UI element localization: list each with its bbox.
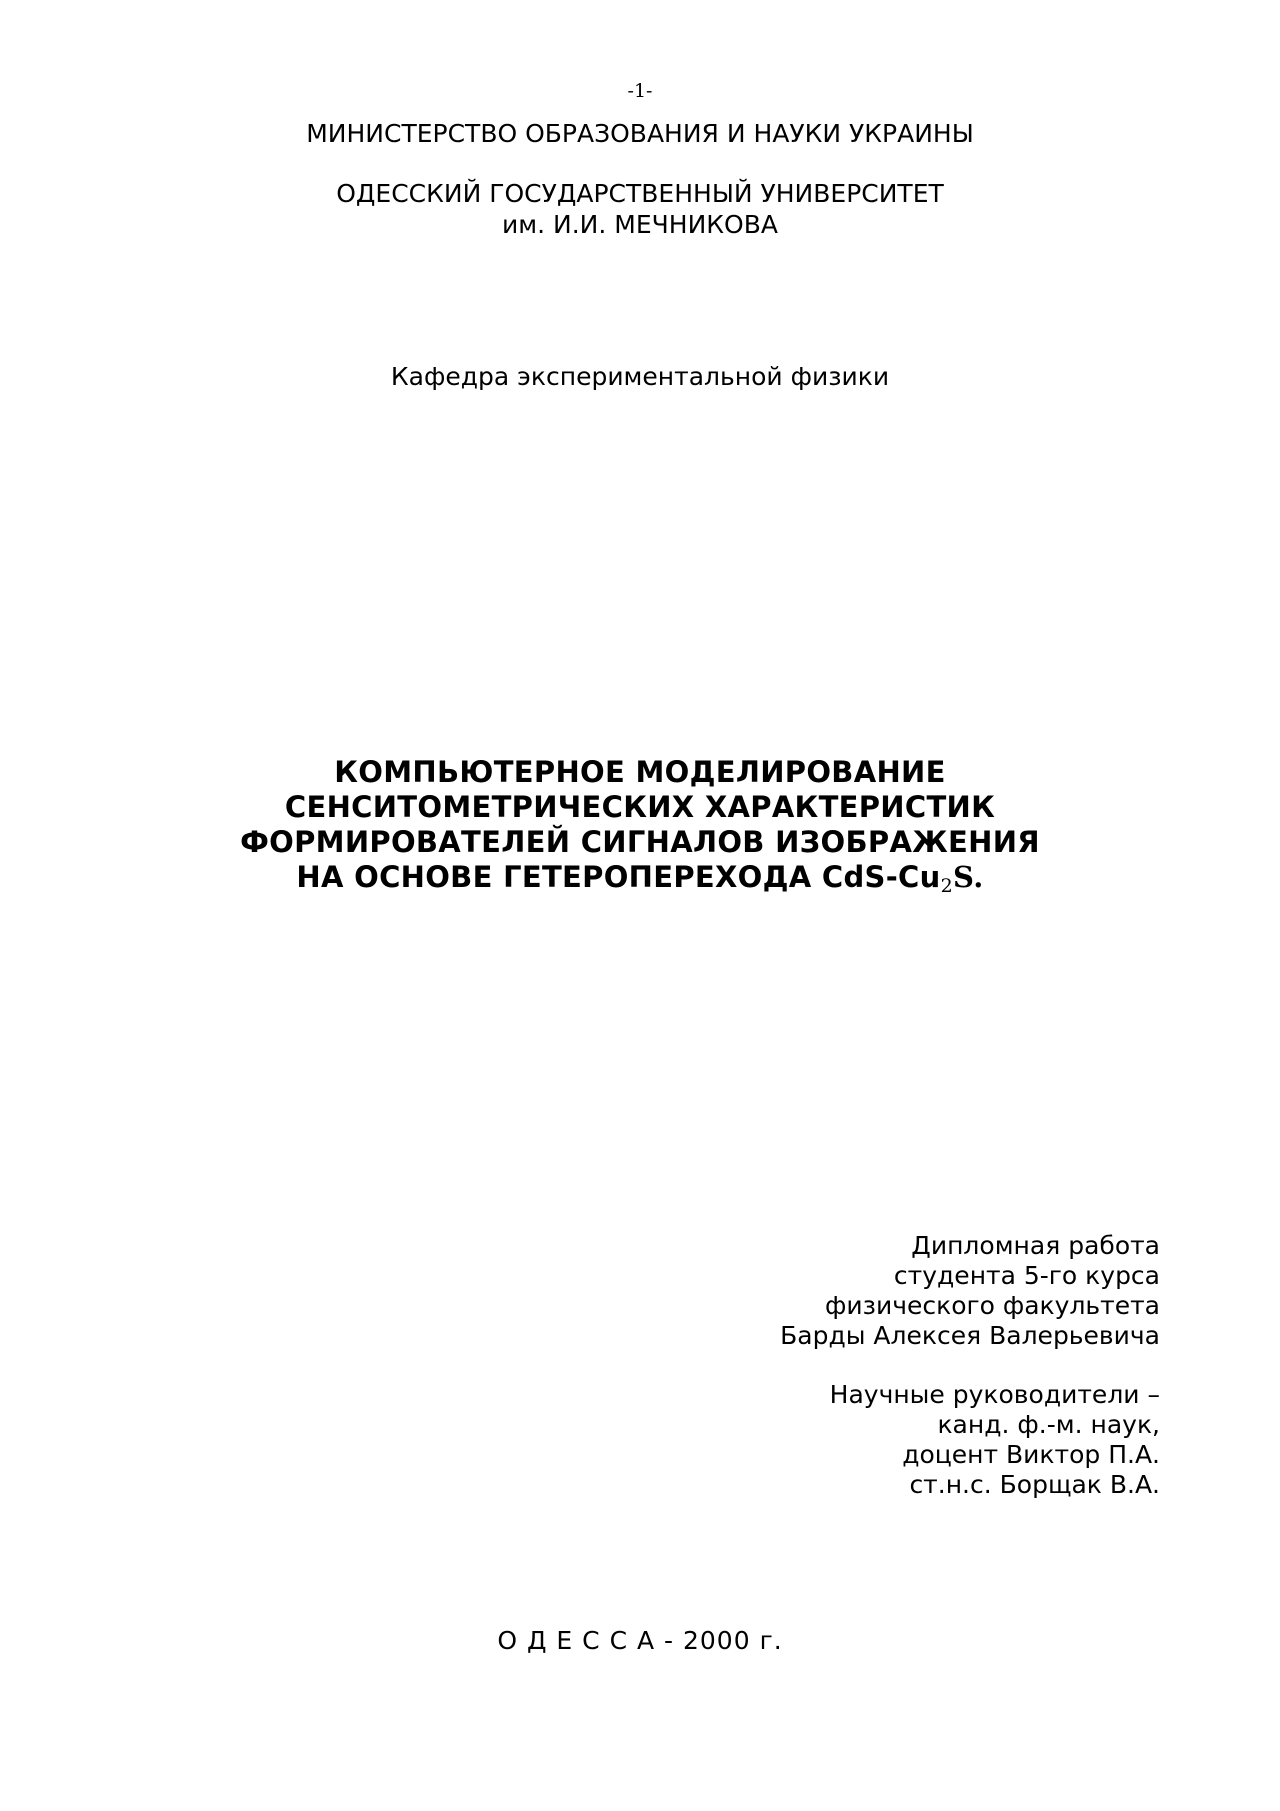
ministry-heading: МИНИСТЕРСТВО ОБРАЗОВАНИЯ И НАУКИ УКРАИНЫ bbox=[306, 119, 974, 148]
supervisor-1: доцент Виктор П.А. bbox=[902, 1440, 1160, 1469]
author-block bbox=[460, 1231, 1160, 1351]
title-subscript: 2 bbox=[940, 875, 953, 897]
university-name-honorific: им. И.И. МЕЧНИКОВА bbox=[502, 210, 778, 239]
student-course: студента 5-го курса bbox=[893, 1261, 1160, 1290]
title-line-4-main: НА ОСНОВЕ ГЕТЕРОПЕРЕХОДА CdS-Cu bbox=[296, 860, 941, 894]
supervisor-degree: канд. ф.-м. наук, bbox=[937, 1410, 1160, 1439]
supervisors-block bbox=[460, 1380, 1160, 1500]
university-name: ОДЕССКИЙ ГОСУДАРСТВЕННЫЙ УНИВЕРСИТЕТ bbox=[336, 179, 944, 208]
title-line-4 bbox=[0, 860, 1280, 904]
department-name: Кафедра экспериментальной физики bbox=[390, 362, 890, 391]
title-line-3: ФОРМИРОВАТЕЛЕЙ СИГНАЛОВ ИЗОБРАЖЕНИЯ bbox=[240, 825, 1040, 859]
supervisors-heading: Научные руководители – bbox=[829, 1380, 1160, 1409]
student-faculty: физического факультета bbox=[825, 1291, 1160, 1320]
page-number: -1- bbox=[627, 80, 653, 102]
author-name: Барды Алексея Валерьевича bbox=[780, 1321, 1160, 1350]
city-year: О Д Е С С А - 2000 г. bbox=[497, 1626, 783, 1655]
title-line-4-tail: S. bbox=[952, 860, 984, 894]
supervisor-2: ст.н.с. Борщак В.А. bbox=[909, 1470, 1160, 1499]
title-line-1: КОМПЬЮТЕРНОЕ МОДЕЛИРОВАНИЕ bbox=[334, 755, 946, 789]
thesis-title bbox=[0, 755, 1280, 904]
work-type: Дипломная работа bbox=[911, 1231, 1160, 1260]
title-line-2: СЕНСИТОМЕТРИЧЕСКИХ ХАРАКТЕРИСТИК bbox=[284, 790, 996, 824]
